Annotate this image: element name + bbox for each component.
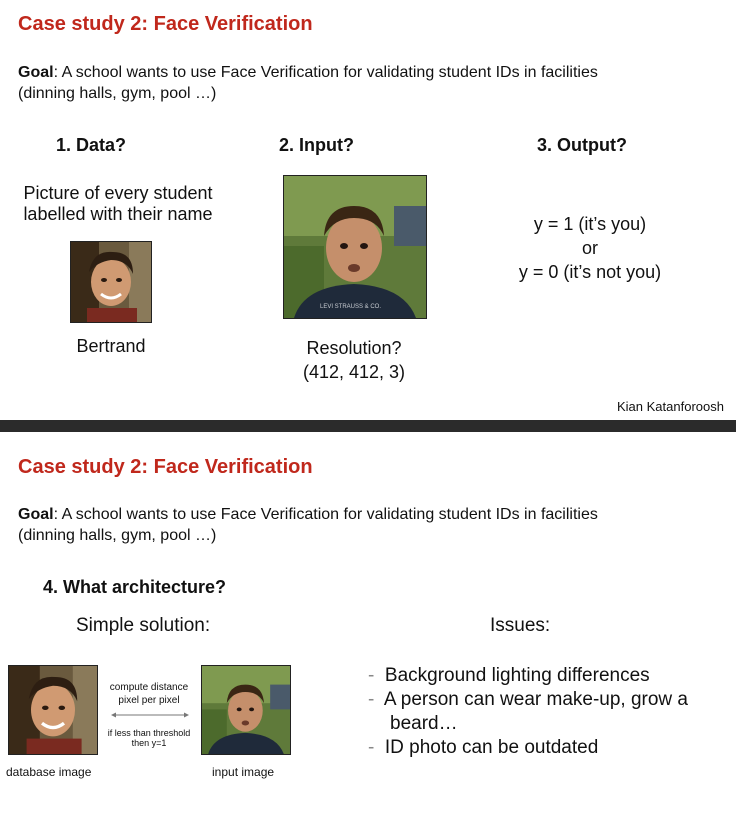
goal-text — [18, 504, 598, 546]
bertrand-caption: Bertrand — [76, 336, 146, 356]
data-description — [0, 183, 236, 225]
compute-distance-label — [100, 681, 198, 707]
database-image-caption: database image — [6, 765, 92, 779]
shirt-text: LEVI STRAUSS & CO. — [320, 304, 382, 310]
issues-list — [368, 664, 688, 760]
output-line-1: y = 1 (it’s you) — [533, 214, 647, 234]
slide-divider — [0, 420, 736, 432]
goal-label: Goal — [18, 64, 54, 81]
compute-line-2: pixel per pixel — [118, 695, 180, 706]
issue-item: - A person can wear make-up, grow a — [368, 689, 689, 710]
input-photo — [283, 175, 427, 319]
database-image — [8, 665, 98, 755]
input-heading: 2. Input? — [279, 135, 354, 155]
goal-line-2: (dinning halls, gym, pool …) — [18, 85, 217, 102]
threshold-line-2: then y=1 — [131, 738, 167, 748]
resolution-label: Resolution? — [306, 338, 402, 358]
architecture-heading: 4. What architecture? — [43, 577, 227, 597]
output-line-3: y = 0 (it’s not you) — [518, 262, 662, 282]
goal-line-1: : A school wants to use Face Verification for validating student IDs in facilities — [53, 506, 598, 523]
slide-title: Case study 2: Face Verification — [18, 456, 313, 478]
output-heading: 3. Output? — [537, 135, 627, 155]
threshold-label — [100, 728, 198, 748]
slide-title: Case study 2: Face Verification — [18, 13, 313, 35]
issue-item: - Background lighting differences — [368, 665, 650, 686]
goal-text — [18, 62, 598, 104]
output-description — [490, 212, 690, 284]
compute-line-1: compute distance — [109, 682, 189, 693]
issue-item: - ID photo can be outdated — [368, 737, 599, 758]
data-description-line-1: Picture of every student — [23, 183, 213, 203]
slide-2 — [0, 432, 736, 840]
simple-solution-label: Simple solution: — [76, 615, 211, 636]
goal-line-2: (dinning halls, gym, pool …) — [18, 527, 217, 544]
bertrand-photo — [70, 241, 152, 323]
output-line-2: or — [581, 238, 598, 258]
threshold-line-1: if less than threshold — [107, 728, 191, 738]
data-description-line-2: labelled with their name — [23, 204, 213, 224]
goal-line-1: : A school wants to use Face Verification for validating student IDs in facilities — [53, 64, 598, 81]
issue-item-continuation: beard… — [390, 713, 458, 734]
resolution-caption — [264, 336, 444, 384]
double-arrow-icon — [110, 711, 190, 719]
input-image-caption: input image — [212, 765, 275, 779]
goal-label: Goal — [18, 506, 54, 523]
author-name: Kian Katanforoosh — [617, 399, 724, 414]
resolution-value: (412, 412, 3) — [302, 362, 406, 382]
issues-label: Issues: — [490, 615, 551, 636]
input-image — [201, 665, 291, 755]
data-heading: 1. Data? — [56, 135, 127, 155]
